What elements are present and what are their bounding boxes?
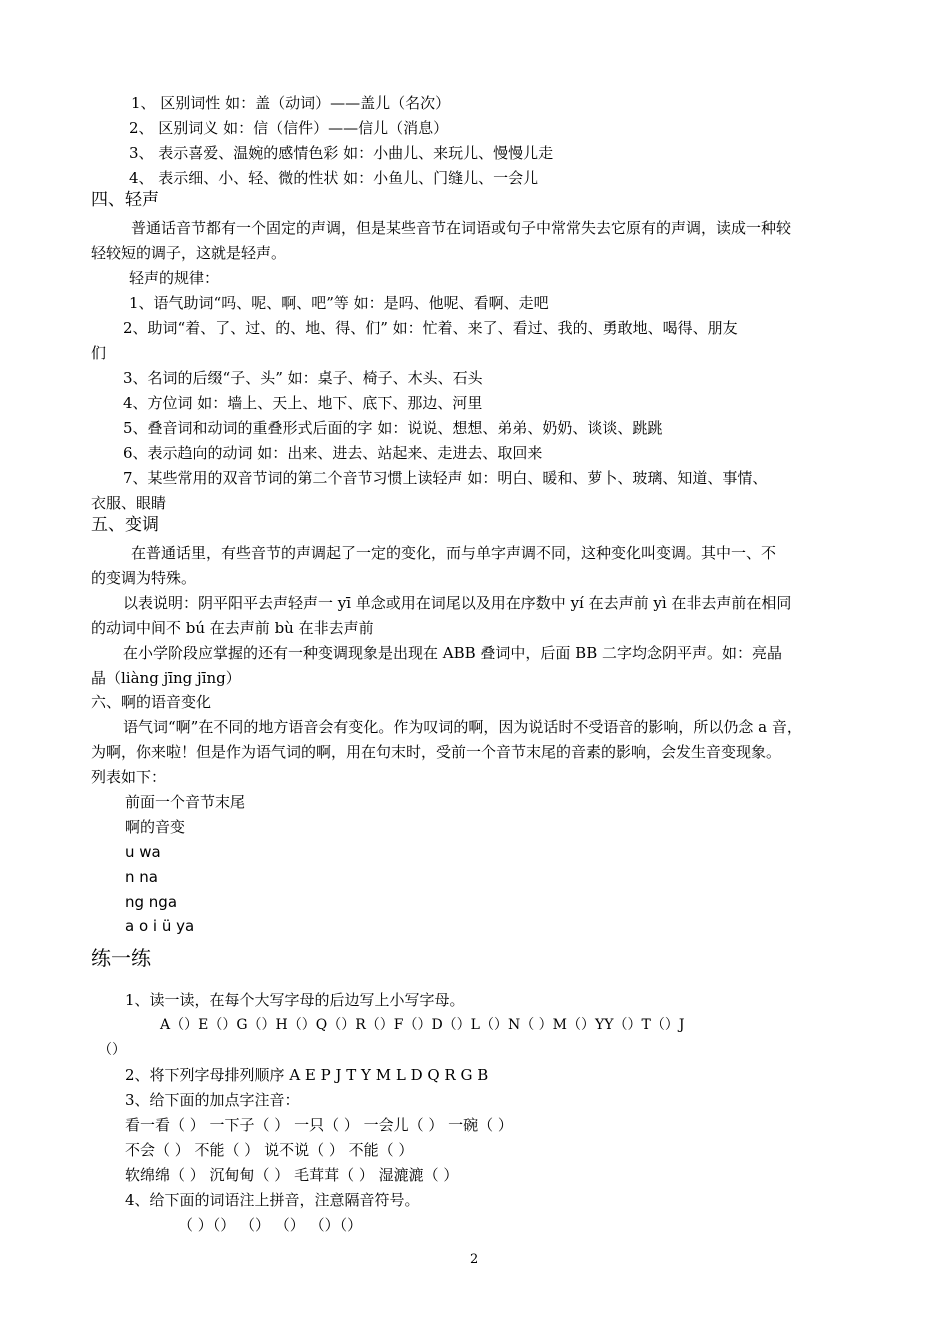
text-line: 软绵绵（ ） 沉甸甸（ ） 毛茸茸（ ） 湿漉漉（ ） — [125, 1166, 459, 1184]
text-line: u wa — [125, 843, 161, 861]
text-line: 4、 表示细、小、轻、微的性状 如：小鱼儿、门缝儿、一会儿 — [129, 169, 539, 187]
text-line: 啊的音变 — [125, 818, 186, 836]
text-line: 3、 表示喜爱、温婉的感情色彩 如：小曲儿、来玩儿、慢慢儿走 — [129, 144, 554, 162]
text-line: 2、将下列字母排列顺序 A E P J T Y M L D Q R G B — [125, 1066, 489, 1084]
section-heading: 五、变调 — [91, 515, 159, 535]
text-line: 2、 区别词义 如：信（信件）——信儿（消息） — [129, 119, 449, 137]
text-line: 们 — [91, 344, 107, 362]
text-line: 列表如下： — [91, 768, 167, 786]
text-line: 看一看（ ） 一下子（ ） 一只（ ） 一会儿（ ） 一碗（ ） — [125, 1116, 513, 1134]
text-line: 的变调为特殊。 — [91, 569, 197, 587]
section-heading: 练一练 — [91, 946, 151, 970]
text-line: 1、 区别词性 如：盖（动词）——盖儿（名次） — [131, 94, 451, 112]
text-line: 3、给下面的加点字注音： — [125, 1091, 300, 1109]
text-line: a o i ü ya — [125, 917, 195, 935]
text-line: 语气词“啊”在不同的地方语音会有变化。作为叹词的啊，因为说话时不受语音的影响，所以仍念 a 音， — [123, 718, 802, 736]
text-line: （ ）（） （） （） （）（） — [178, 1216, 363, 1234]
section-heading: 四、轻声 — [91, 190, 159, 210]
text-line: 3、名词的后缀“子、头” 如：桌子、椅子、木头、石头 — [123, 369, 483, 387]
page-number: 2 — [470, 1252, 479, 1267]
section-heading: 六、啊的语音变化 — [91, 693, 212, 711]
text-line: 5、叠音词和动词的重叠形式后面的字 如：说说、想想、弟弟、奶奶、谈谈、跳跳 — [123, 419, 663, 437]
text-line: A（）E（）G（）H（）Q（）R（）F（）D（）L（）N（ ）M（）YY（）T（）J — [160, 1017, 685, 1033]
text-line: 前面一个音节末尾 — [125, 793, 246, 811]
text-line: 1、语气助词“吗、呢、啊、吧”等 如：是吗、他呢、看啊、走吧 — [129, 294, 549, 312]
text-line: n na — [125, 868, 158, 886]
text-line: 晶（liàng jīng jīng） — [91, 669, 241, 687]
text-line: 在普通话里，有些音节的声调起了一定的变化，而与单字声调不同，这种变化叫变调。其中一、不 — [131, 544, 777, 562]
text-line: ng nga — [125, 893, 178, 911]
text-line: 2、助词“着、了、过、的、地、得、们” 如：忙着、来了、看过、我的、勇敢地、喝得、朋友 — [123, 319, 738, 337]
text-line: 6、表示趋向的动词 如：出来、进去、站起来、走进去、取回来 — [123, 444, 543, 462]
text-line: 不会（ ） 不能（ ） 说不说（ ） 不能（ ） — [125, 1141, 414, 1159]
text-line: 轻较短的调子，这就是轻声。 — [91, 244, 287, 262]
text-line: 为啊，你来啦！但是作为语气词的啊，用在句末时，受前一个音节末尾的音素的影响，会发生音变现象。 — [91, 743, 782, 761]
text-line: 以表说明：阴平阳平去声轻声一 yī 单念或用在词尾以及用在序数中 yí 在去声前 yì 在非去声前在相同 — [123, 594, 792, 612]
text-line: 1、读一读，在每个大写字母的后边写上小写字母。 — [125, 991, 465, 1009]
text-line: （） — [98, 1042, 126, 1058]
text-line: 普通话音节都有一个固定的声调，但是某些音节在词语或句子中常常失去它原有的声调，读成一种较 — [131, 219, 792, 237]
text-line: 轻声的规律： — [129, 269, 220, 287]
text-line: 的动词中间不 bú 在去声前 bù 在非去声前 — [91, 619, 374, 637]
text-line: 7、某些常用的双音节词的第二个音节习惯上读轻声 如：明白、暖和、萝卜、玻璃、知道、事情、 — [123, 469, 768, 487]
text-line: 4、给下面的词语注上拼音，注意隔音符号。 — [125, 1191, 420, 1209]
text-line: 4、方位词 如：墙上、天上、地下、底下、那边、河里 — [123, 394, 483, 412]
text-line: 衣服、眼睛 — [91, 494, 167, 512]
text-line: 在小学阶段应掌握的还有一种变调现象是出现在 ABB 叠词中，后面 BB 二字均念阴平声。如：亮晶 — [123, 644, 783, 662]
